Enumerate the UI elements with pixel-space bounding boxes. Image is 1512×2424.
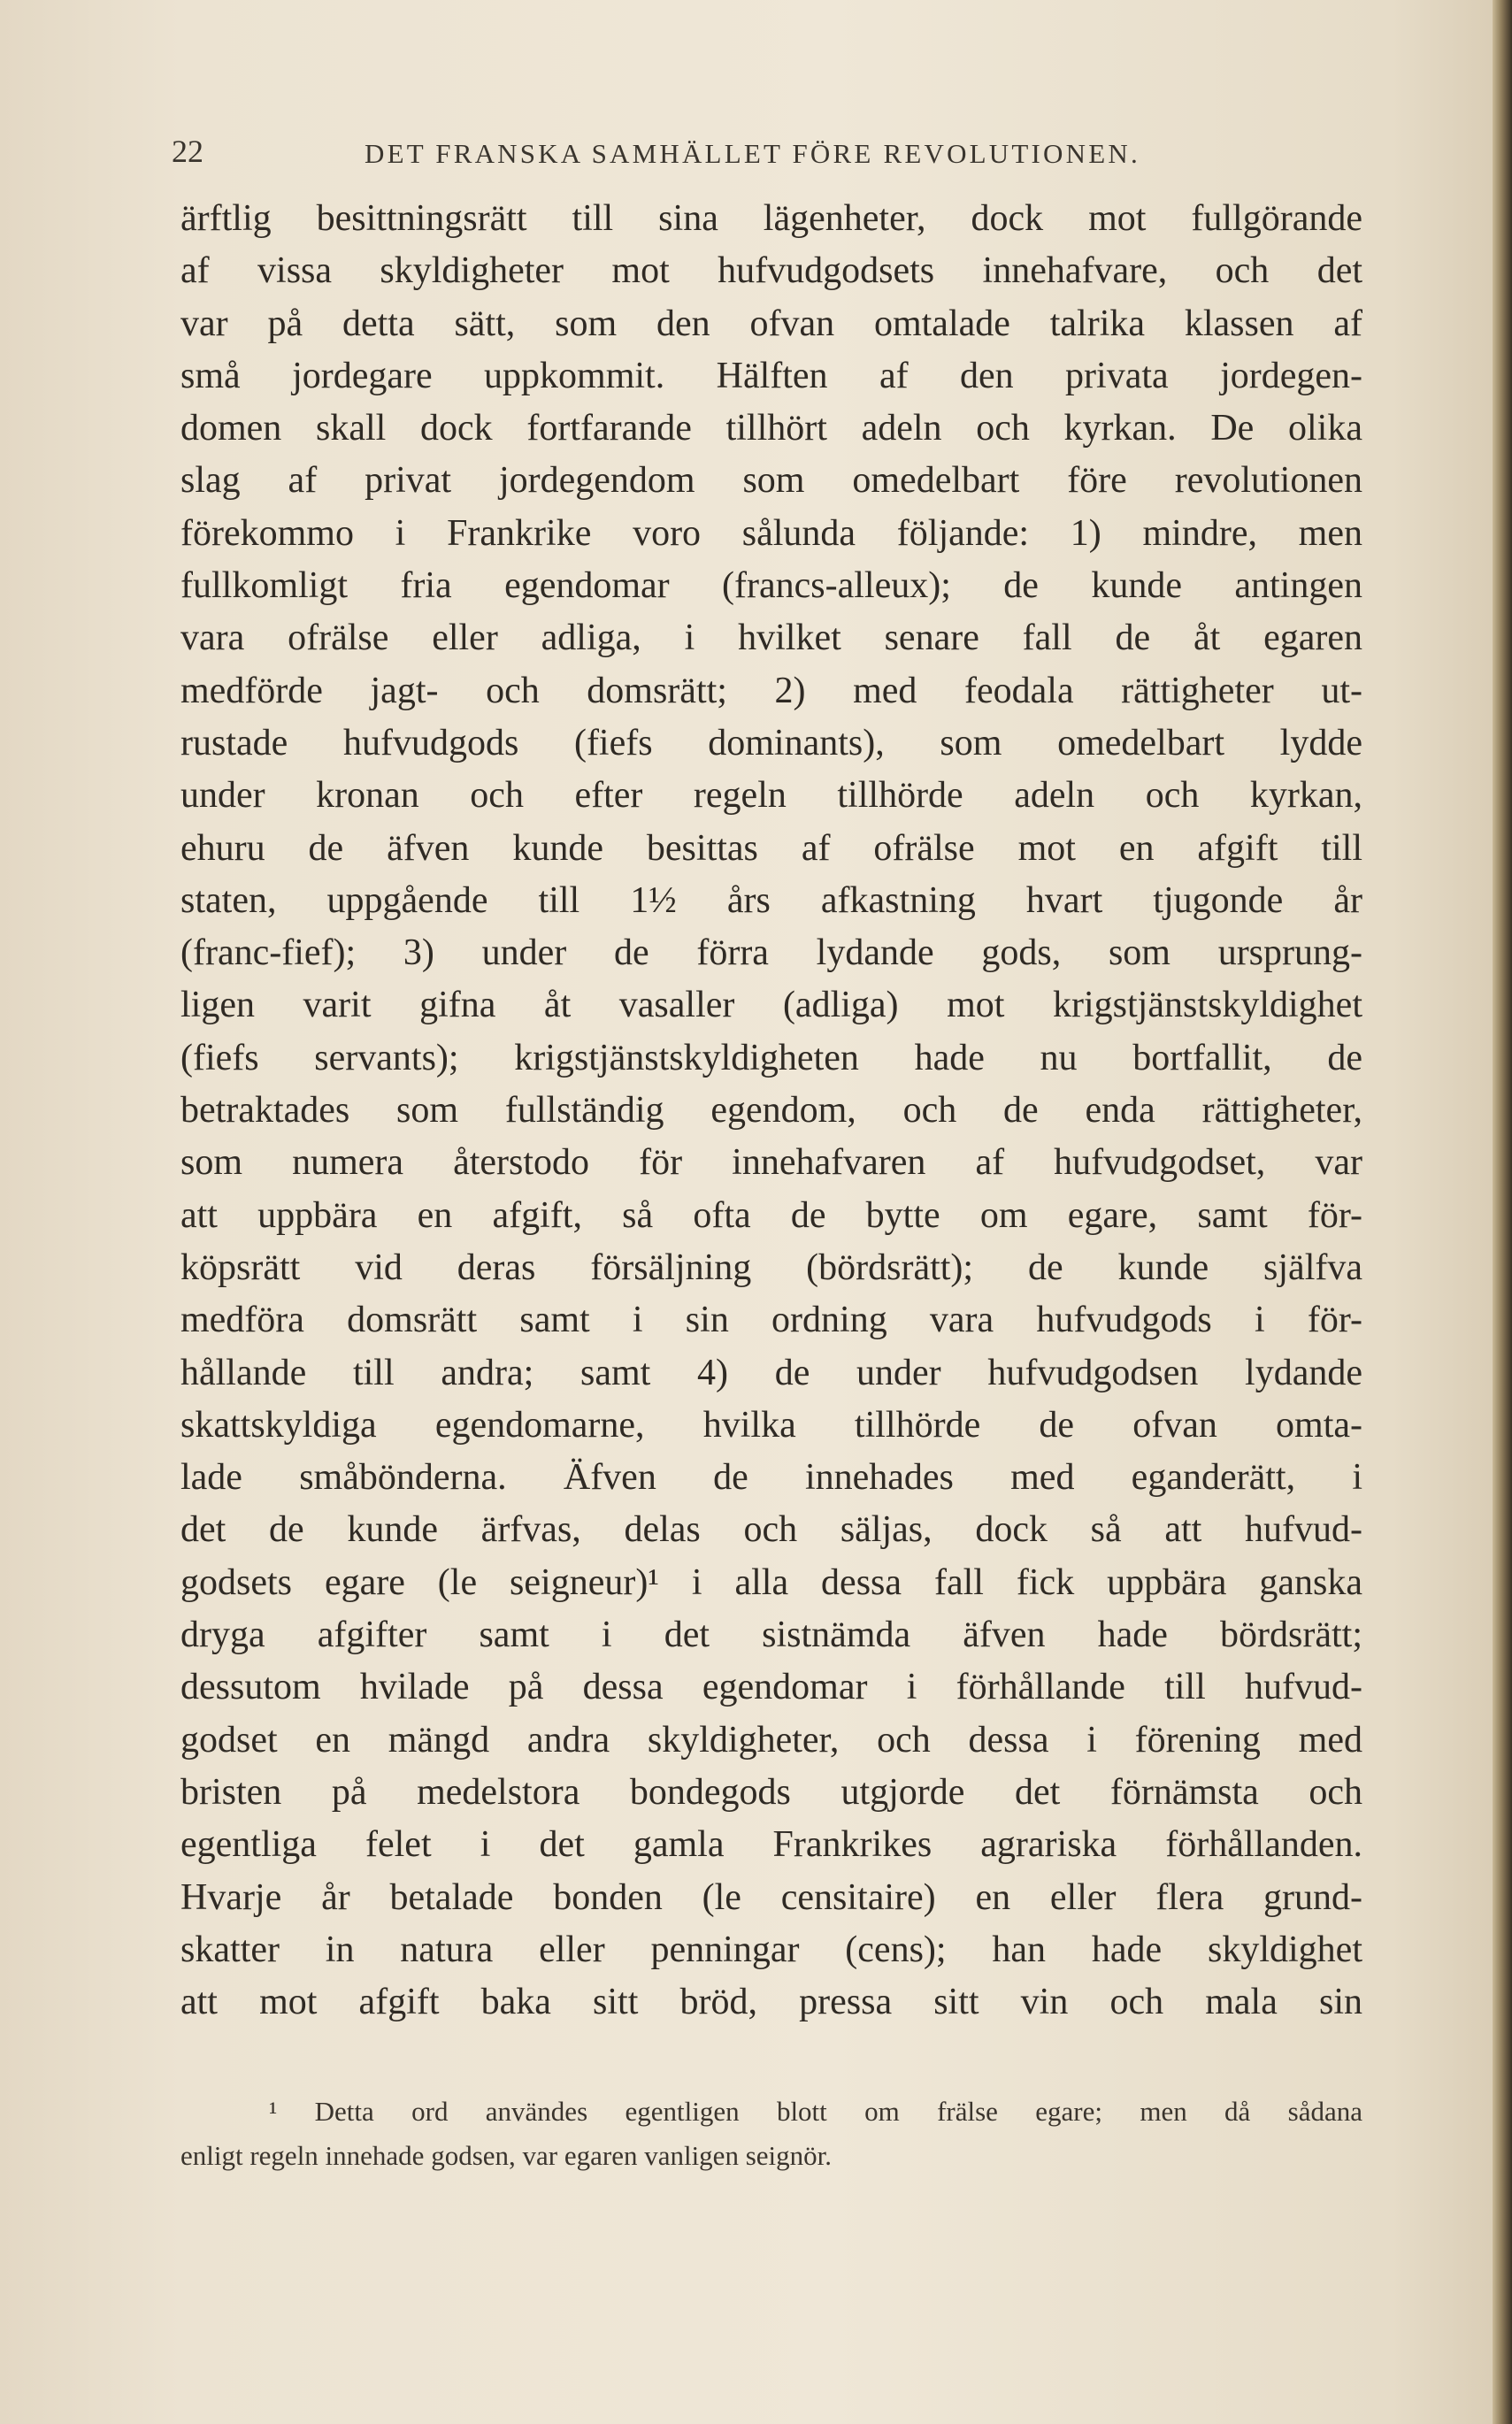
text-line: betraktades som fullständig egendom, och de enda rättigheter,	[180, 1090, 1362, 1131]
text-line: skatter in natura eller penningar (cens); han hade skyldighet	[180, 1929, 1362, 1970]
text-line: det de kunde ärfvas, delas och säljas, dock så att hufvud-	[180, 1509, 1362, 1551]
text-line: fullkomligt fria egendomar (francs-alleux); de kunde antingen	[180, 565, 1362, 607]
text-line: godset en mängd andra skyldigheter, och dessa i förening med	[180, 1719, 1362, 1760]
text-line: under kronan och efter regeln tillhörde adeln och kyrkan,	[180, 775, 1362, 817]
text-line: medförde jagt- och domsrätt; 2) med feodala rättigheter ut-	[180, 670, 1362, 711]
text-line: hållande till andra; samt 4) de under hufvudgodsen lydande	[180, 1352, 1362, 1393]
footnotes	[180, 2090, 1362, 2178]
text-line: förekommo i Frankrike voro sålunda följande: 1) mindre, men	[180, 512, 1362, 554]
text-line: som numera återstodo för innehafvaren af hufvudgodset, var	[180, 1142, 1362, 1184]
text-line: domen skall dock fortfarande tillhört adeln och kyrkan. De olika	[180, 408, 1362, 449]
text-line: medföra domsrätt samt i sin ordning vara hufvudgods i för-	[180, 1300, 1362, 1341]
footnote-line: ¹ Detta ord användes egentligen blott om frälse egare; men då sådana	[269, 2096, 1362, 2127]
footnote-line: enligt regeln innehade godsen, var egaren vanligen seignör.	[180, 2140, 832, 2171]
text-line: köpsrätt vid deras försäljning (bördsrätt); de kunde själfva	[180, 1247, 1362, 1288]
text-line: rustade hufvudgods (fiefs dominants), som omedelbart lydde	[180, 722, 1362, 763]
text-line: (franc-fief); 3) under de förra lydande gods, som ursprung-	[180, 932, 1362, 974]
text-line: lade småbönderna. Äfven de innehades med eganderätt, i	[180, 1457, 1362, 1499]
text-line: Hvarje år betalade bonden (le censitaire) en eller flera grund-	[180, 1876, 1362, 1918]
text-line: staten, uppgående till 1½ års afkastning hvart tjugonde år	[180, 879, 1362, 921]
text-line: att uppbära en afgift, så ofta de bytte om egare, samt för-	[180, 1194, 1362, 1236]
running-header	[172, 133, 1377, 173]
text-line: att mot afgift baka sitt bröd, pressa sitt vin och mala sin	[180, 1982, 1362, 2023]
text-line: ärftlig besittningsrätt till sina lägenheter, dock mot fullgörande	[180, 198, 1362, 239]
text-line: slag af privat jordegendom som omedelbart före revolutionen	[180, 460, 1362, 502]
text-line: skattskyldiga egendomarne, hvilka tillhörde de ofvan omta-	[180, 1404, 1362, 1446]
text-line: små jordegare uppkommit. Hälften af den privata jordegen-	[180, 355, 1362, 396]
text-line: godsets egare (le seigneur)¹ i alla dessa fall fick uppbära ganska	[180, 1561, 1362, 1603]
text-line: ligen varit gifna åt vasaller (adliga) mot krigstjänstskyldighet	[180, 985, 1362, 1026]
text-line: bristen på medelstora bondegods utgjorde det förnämsta och	[180, 1771, 1362, 1813]
page-edge	[1493, 0, 1512, 2424]
text-line: egentliga felet i det gamla Frankrikes agrariska förhållanden.	[180, 1824, 1362, 1866]
text-line: dryga afgifter samt i det sistnämda äfven hade bördsrätt;	[180, 1615, 1362, 1656]
text-line: vara ofrälse eller adliga, i hvilket senare fall de åt egaren	[180, 618, 1362, 659]
body-text	[180, 193, 1362, 2029]
text-line: var på detta sätt, som den ofvan omtalade talrika klassen af	[180, 303, 1362, 344]
text-line: af vissa skyldigheter mot hufvudgodsets innehafvare, och det	[180, 250, 1362, 292]
page-number: 22	[172, 134, 203, 169]
text-line: ehuru de äfven kunde besittas af ofrälse mot en afgift till	[180, 827, 1362, 869]
running-title: DET FRANSKA SAMHÄLLET FÖRE REVOLUTIONEN.	[365, 138, 1140, 169]
text-line: (fiefs servants); krigstjänstskyldigheten hade nu bortfallit, de	[180, 1037, 1362, 1078]
text-line: dessutom hvilade på dessa egendomar i förhållande till hufvud-	[180, 1667, 1362, 1708]
